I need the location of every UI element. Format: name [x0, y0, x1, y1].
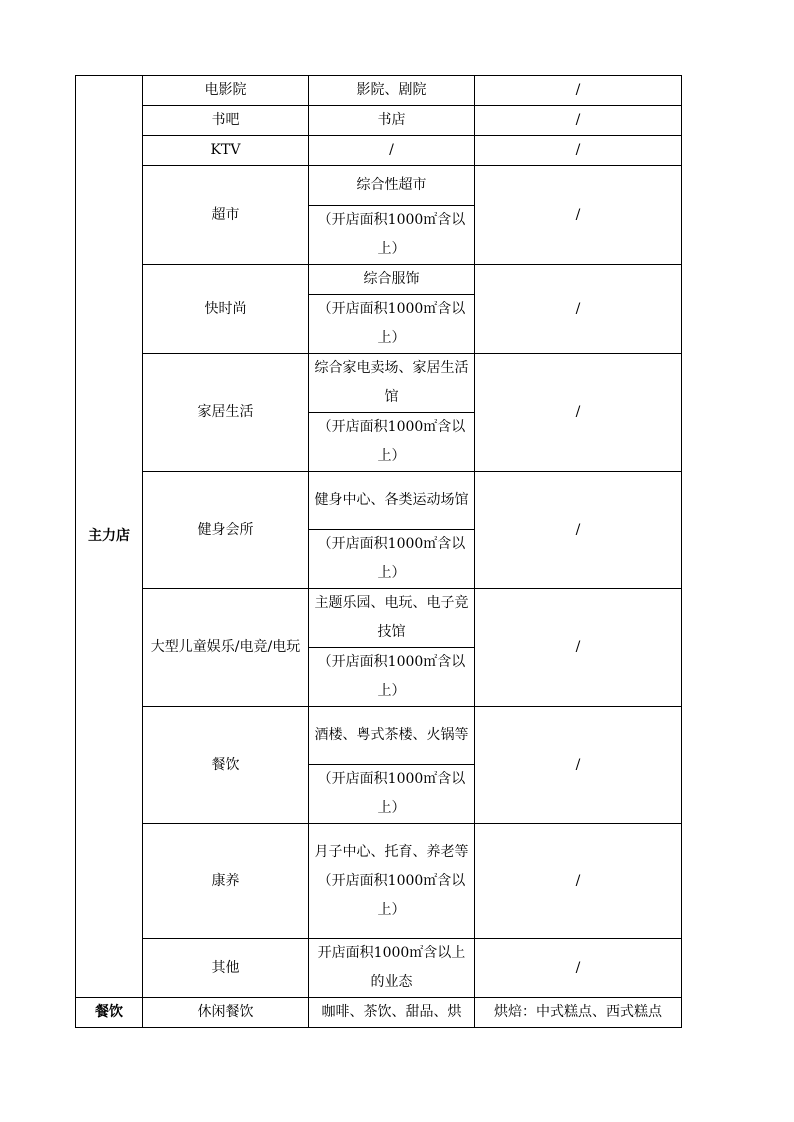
note-cell: / [475, 166, 682, 265]
desc-cell: 酒楼、粤式茶楼、火锅等 [309, 707, 475, 765]
note-cell: / [475, 136, 682, 166]
note-cell: / [475, 939, 682, 998]
type-cell: 超市 [143, 166, 309, 265]
table-row [76, 76, 682, 106]
desc-cell: 咖啡、茶饮、甜品、烘 [309, 998, 475, 1028]
table-row [76, 939, 682, 998]
table-row [76, 106, 682, 136]
type-cell: 大型儿童娱乐/电竞/电玩 [143, 589, 309, 707]
type-cell: 家居生活 [143, 354, 309, 472]
area-cell: （开店面积1000㎡含以上） [309, 530, 475, 589]
note-cell: / [475, 824, 682, 939]
area-cell: （开店面积1000㎡含以上） [309, 206, 475, 265]
table-row [76, 354, 682, 413]
area-cell: （开店面积1000㎡含以上） [309, 413, 475, 472]
desc-cell: 综合家电卖场、家居生活馆 [309, 354, 475, 413]
area-cell: （开店面积1000㎡含以上） [309, 295, 475, 354]
type-cell: 休闲餐饮 [143, 998, 309, 1028]
table-row [76, 707, 682, 765]
type-cell: 电影院 [143, 76, 309, 106]
table-row [76, 472, 682, 530]
desc-cell: 综合性超市 [309, 166, 475, 206]
desc-cell: 月子中心、托育、养老等（开店面积1000㎡含以上） [309, 824, 475, 939]
type-cell: 餐饮 [143, 707, 309, 824]
desc-cell: / [309, 136, 475, 166]
table-row [76, 136, 682, 166]
table-row [76, 166, 682, 206]
note-cell: / [475, 76, 682, 106]
table-row [76, 824, 682, 939]
type-cell: 健身会所 [143, 472, 309, 589]
desc-cell: 主题乐园、电玩、电子竞技馆 [309, 589, 475, 648]
desc-cell: 书店 [309, 106, 475, 136]
note-cell: / [475, 106, 682, 136]
note-cell: 烘焙：中式糕点、西式糕点 [475, 998, 682, 1028]
note-cell: / [475, 354, 682, 472]
type-cell: 其他 [143, 939, 309, 998]
area-cell: （开店面积1000㎡含以上） [309, 765, 475, 824]
type-cell: 书吧 [143, 106, 309, 136]
note-cell: / [475, 265, 682, 354]
note-cell: / [475, 589, 682, 707]
desc-cell: 开店面积1000㎡含以上的业态 [309, 939, 475, 998]
desc-cell: 影院、剧院 [309, 76, 475, 106]
category-cell: 餐饮 [76, 998, 143, 1028]
note-cell: / [475, 472, 682, 589]
category-cell: 主力店 [76, 76, 143, 998]
note-cell: / [475, 707, 682, 824]
business-type-table [75, 75, 682, 1028]
type-cell: KTV [143, 136, 309, 166]
desc-cell: 健身中心、各类运动场馆 [309, 472, 475, 530]
table-row [76, 589, 682, 648]
area-cell: （开店面积1000㎡含以上） [309, 648, 475, 707]
table-row [76, 265, 682, 295]
type-cell: 快时尚 [143, 265, 309, 354]
table-row [76, 998, 682, 1028]
desc-cell: 综合服饰 [309, 265, 475, 295]
type-cell: 康养 [143, 824, 309, 939]
